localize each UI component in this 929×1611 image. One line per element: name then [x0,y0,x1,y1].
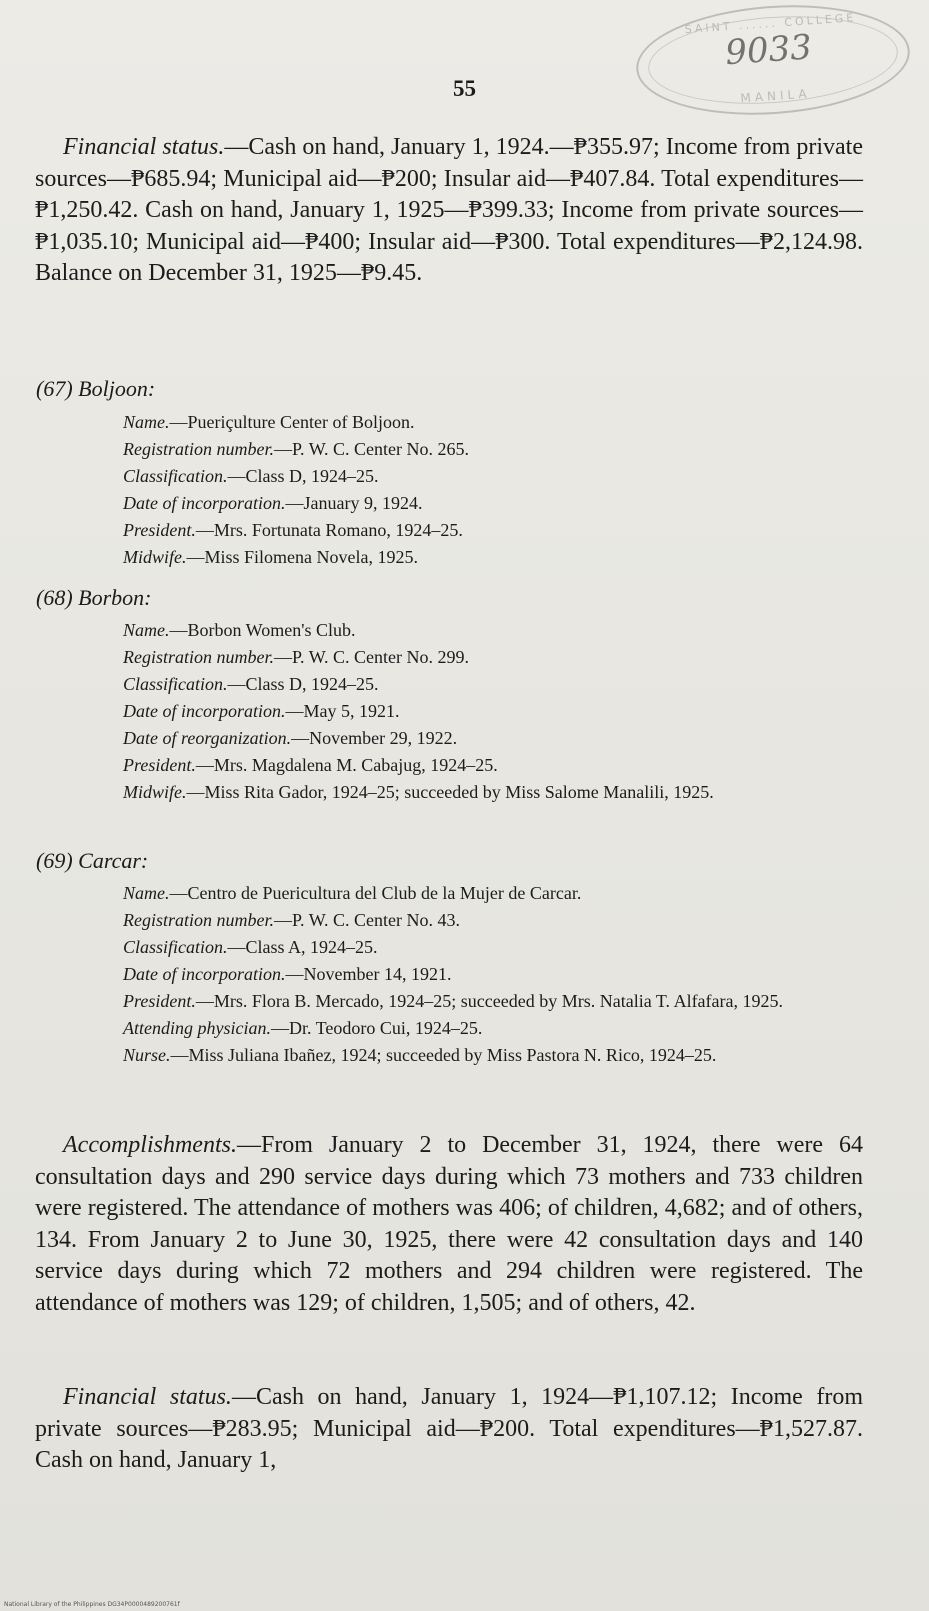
entry-item [123,880,863,907]
digitization-footer: National Library of the Philippines DG34P0000489200761f [4,1601,180,1608]
entry-item [123,463,863,490]
entry-label: Midwife. [123,547,187,567]
entry-value: —Class D, 1924–25. [227,466,379,486]
entry-label: President. [123,755,196,775]
entry-item [123,988,863,1015]
section-place: Boljoon: [78,376,156,401]
library-stamp [633,0,914,123]
entry-label: Date of incorporation. [123,493,286,513]
entry-label: Date of reorganization. [123,728,292,748]
entry-item [123,544,863,571]
financial-status-paragraph-carcar [35,1382,863,1477]
entry-label: Attending physician. [123,1018,271,1038]
entry-label: Classification. [123,466,228,486]
entry-label: President. [123,991,196,1011]
section-number: (67) [36,376,73,401]
entry-value: —January 9, 1924. [285,493,423,513]
entry-label: Date of incorporation. [123,701,286,721]
entry-value: —Class A, 1924–25. [227,937,378,957]
entry-value: —Pueriçulture Center of Boljoon. [169,412,415,432]
entry-item [123,409,863,436]
entry-value: —November 29, 1922. [291,728,458,748]
paragraph-text: —Cash on hand, January 1, 1924—₱1,107.12; Income from private sources—₱283.95; Municipal aid—₱200. Total expenditures—₱1,527.87. Cash on hand, January 1, [35,1384,864,1473]
section-heading-borbon [36,585,151,611]
entry-item [123,779,863,806]
entry-label: Name. [123,620,170,640]
section-place: Borbon: [78,585,152,610]
entry-value: —May 5, 1921. [285,701,400,721]
entry-label: Nurse. [123,1045,171,1065]
entry-item [123,934,863,961]
page-number: 55 [453,76,476,101]
financial-status-paragraph [35,132,863,290]
section-number: (69) [36,848,73,873]
entry-item [123,490,863,517]
stamp-top-text: SAINT ...... COLLEGE [684,11,857,37]
paragraph-text: —From January 2 to December 31, 1924, there were 64 consultation days and 290 service days during which 73 mothers and 733 children were registered. The attendance of mothers was 406; of children, 4,682; and of others, 134. From January 2 to June 30, 1925, there were 42 consultation days and 140 service days during which 72 mothers and 294 children were registered. The attendance of mothers was 129; of children, 1,505; and of others, 42. [35,1132,863,1316]
entry-label: Name. [123,883,170,903]
paragraph-lead: Financial status. [63,134,225,160]
entry-value: —Mrs. Magdalena M. Cabajug, 1924–25. [195,755,498,775]
entry-value: —Miss Filomena Novela, 1925. [186,547,418,567]
entry-label: Classification. [123,674,228,694]
entry-value: —Class D, 1924–25. [227,674,379,694]
entry-label: Registration number. [123,910,274,930]
entry-item [123,644,863,671]
entry-value: —Miss Rita Gador, 1924–25; succeeded by Miss Salome Manalili, 1925. [186,782,714,802]
stamp-handwritten-number: 9033 [724,27,814,74]
entry-label: Name. [123,412,170,432]
section-place: Carcar: [78,848,149,873]
entry-item [123,725,863,752]
entry-item [123,907,863,934]
entry-item [123,671,863,698]
accomplishments-paragraph [35,1130,863,1319]
entry-item [123,752,863,779]
entry-label: Registration number. [123,439,274,459]
entry-item [123,1015,863,1042]
entry-value: —Miss Juliana Ibañez, 1924; succeeded by Miss Pastora N. Rico, 1924–25. [170,1045,717,1065]
entry-label: Date of incorporation. [123,964,286,984]
entry-value: —P. W. C. Center No. 265. [274,439,470,459]
entry-item [123,436,863,463]
paragraph-lead: Financial status. [63,1384,232,1410]
entry-item [123,1042,863,1069]
entry-label: President. [123,520,196,540]
entry-label: Classification. [123,937,228,957]
entry-value: —Mrs. Fortunata Romano, 1924–25. [195,520,463,540]
paragraph-lead: Accomplishments. [63,1132,237,1158]
section-heading-boljoon [36,376,155,402]
entry-item [123,698,863,725]
stamp-bottom-text: MANILA [739,86,812,106]
entry-item [123,617,863,644]
entry-label: Midwife. [123,782,187,802]
entry-item [123,961,863,988]
entry-value: —Borbon Women's Club. [169,620,356,640]
entry-label: Registration number. [123,647,274,667]
section-heading-carcar [36,848,148,874]
entry-value: —P. W. C. Center No. 299. [274,647,470,667]
paragraph-text: —Cash on hand, January 1, 1924.—₱355.97; Income from private sources—₱685.94; Municipal aid—₱200; Insular aid—₱407.84. Total expenditures—₱1,250.42. Cash on hand, January 1, 1925—₱399.33; Income from private sources—₱1,035.10; Municipal aid—₱400; Insular aid—₱300. Total expenditures—₱2,124.98. Balance on December 31, 1925—₱9.45. [35,134,863,286]
entry-item [123,517,863,544]
section-number: (68) [36,585,73,610]
entry-value: —Mrs. Flora B. Mercado, 1924–25; succeeded by Mrs. Natalia T. Alfafara, 1925. [195,991,784,1011]
section-entries-borbon [123,617,863,806]
entry-value: —November 14, 1921. [285,964,452,984]
section-entries-boljoon [123,409,863,571]
entry-value: —P. W. C. Center No. 43. [274,910,461,930]
entry-value: —Centro de Puericultura del Club de la Mujer de Carcar. [169,883,582,903]
section-entries-carcar [123,880,863,1069]
entry-value: —Dr. Teodoro Cui, 1924–25. [270,1018,483,1038]
